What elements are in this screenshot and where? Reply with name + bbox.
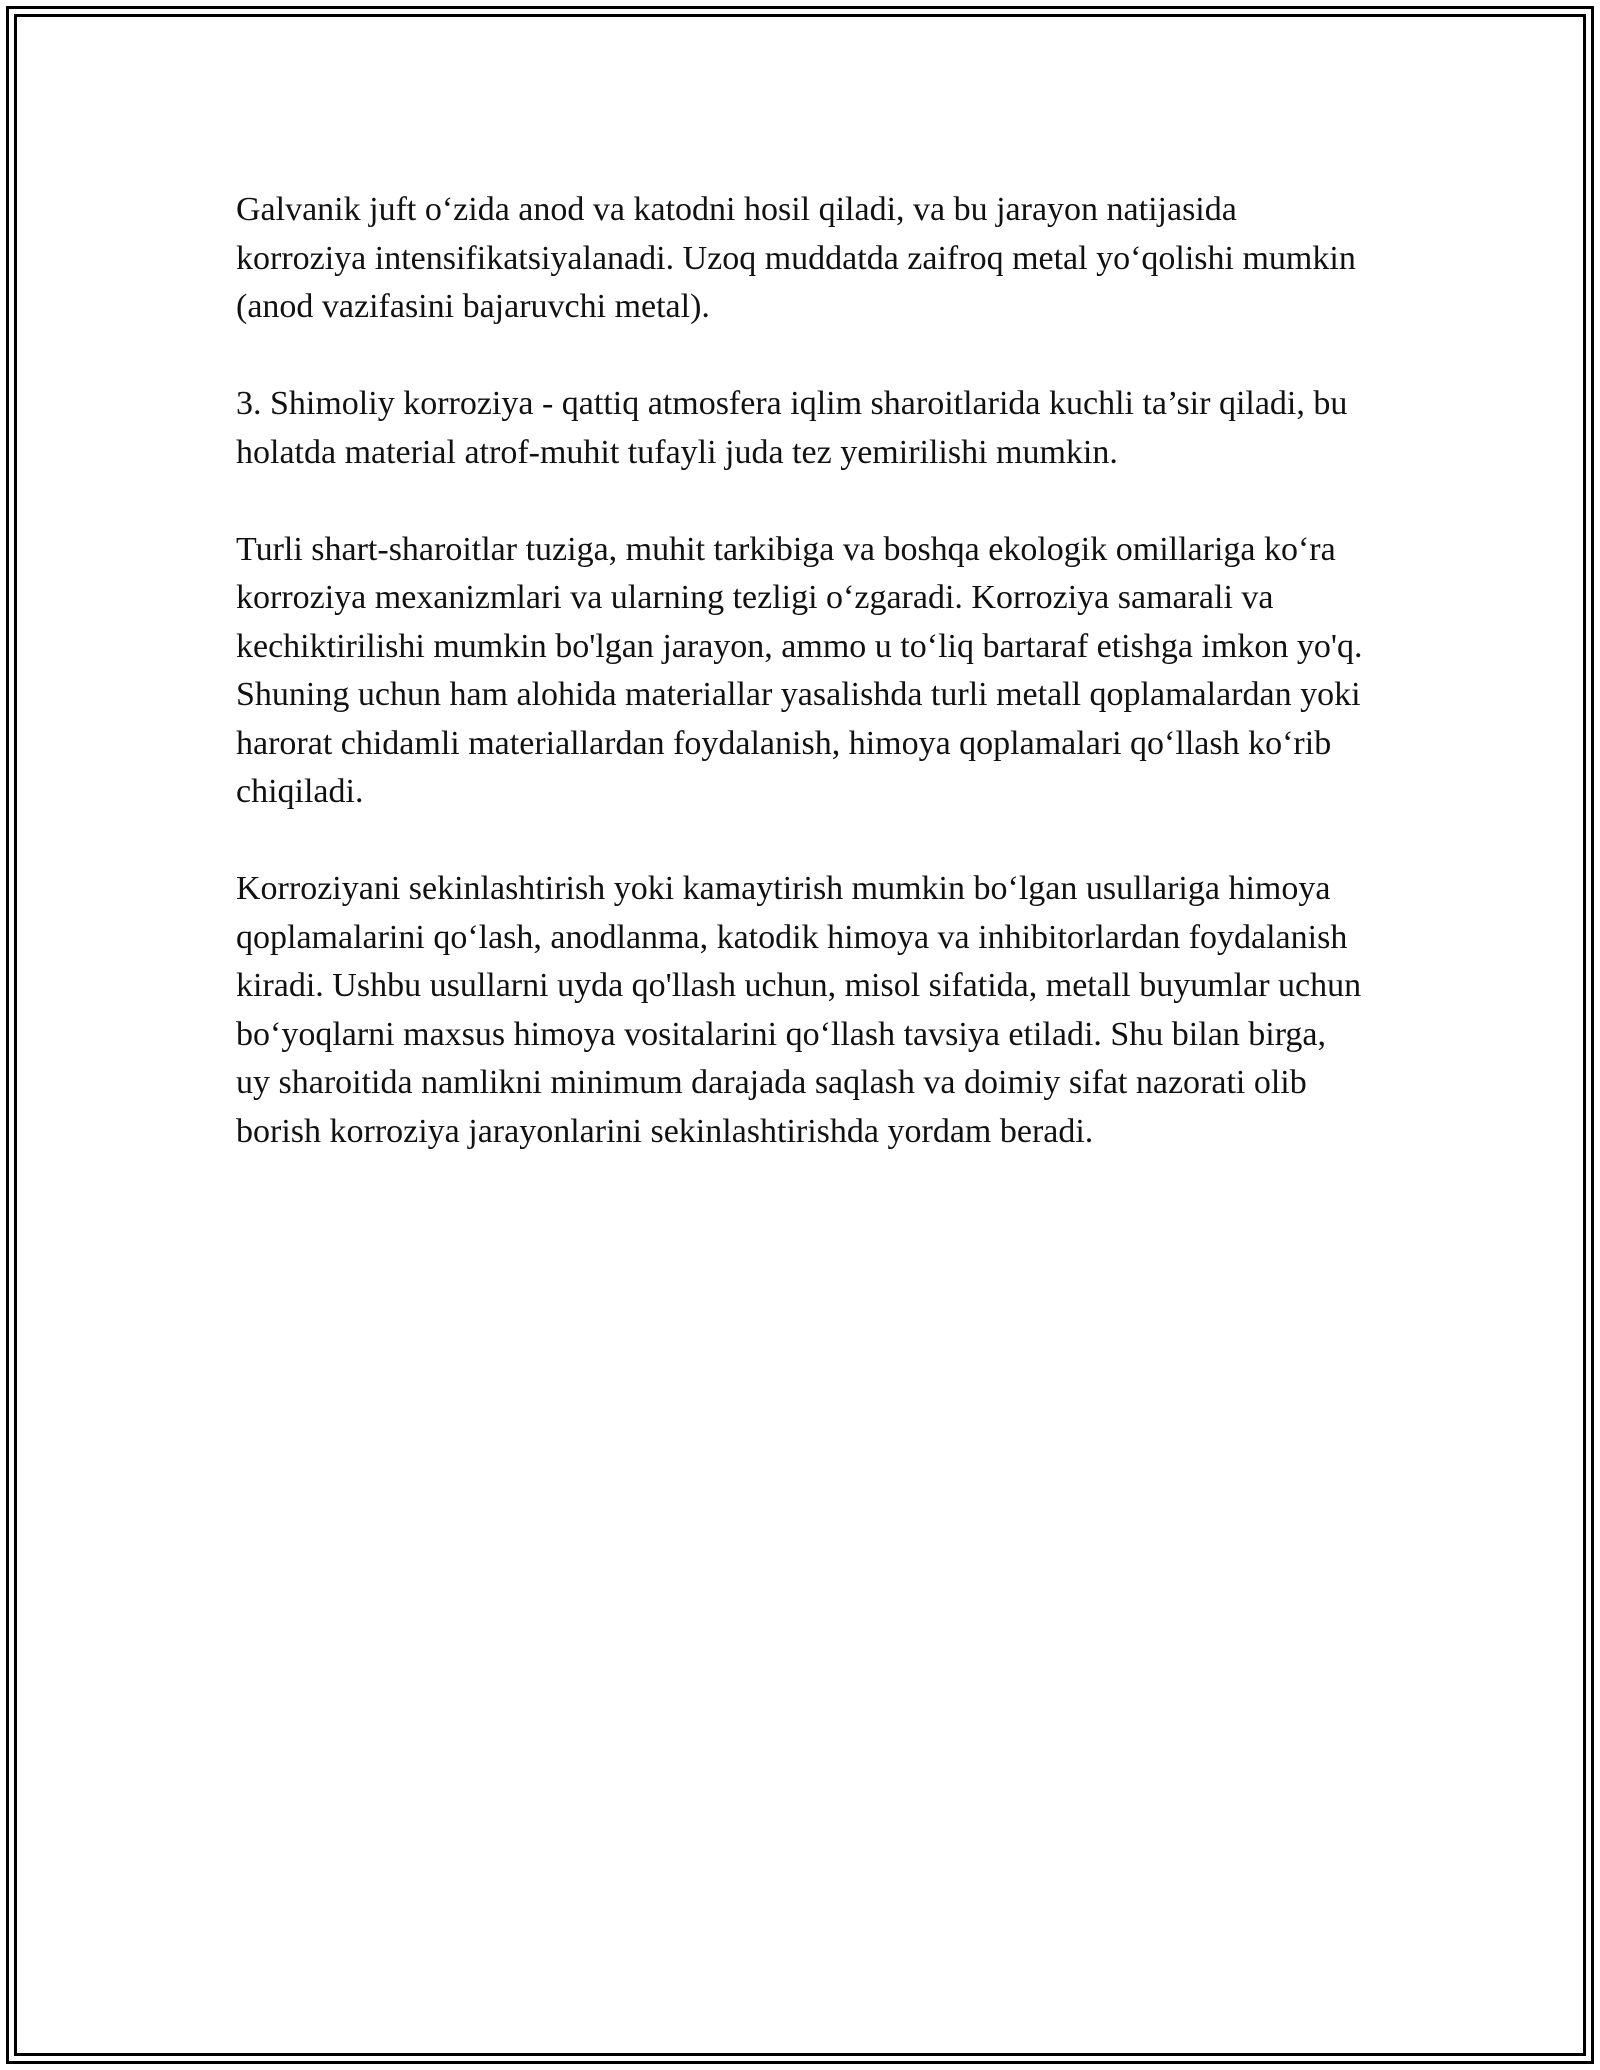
paragraph-northern-corrosion: 3. Shimoliy korroziya - qattiq atmosfera iqlim sharoitlarida kuchli ta’sir qiladi, bu holatda material atrof-muhit tufayli juda tez yemirilishi mumkin. bbox=[236, 385, 1348, 471]
document-body bbox=[236, 186, 1366, 1205]
paragraph-corrosion-conditions: Turli shart-sharoitlar tuziga, muhit tarkibiga va boshqa ekologik omillariga ko‘ra korroziya mexanizmlari va ularning tezligi o‘zgaradi. Korroziya samarali va kechiktirilishi mumkin bo'lgan jarayon, ammo u to‘liq bartaraf etishga imkon yo'q. Shuning uchun ham alohida materiallar yasalishda turli metall qoplamalardan yoki harorat chidamli materiallardan foydalanish, himoya qoplamalari qo‘llash ko‘rib chiqiladi. bbox=[236, 530, 1363, 810]
paragraph-galvanic-pair: Galvanik juft o‘zida anod va katodni hosil qiladi, va bu jarayon natijasida korroziya intensifikatsiyalanadi. Uzoq muddatda zaifroq metal yo‘qolishi mumkin (anod vazifasini bajaruvchi metal). bbox=[236, 191, 1356, 325]
paragraph-corrosion-prevention: Korroziyani sekinlashtirish yoki kamaytirish mumkin bo‘lgan usullariga himoya qoplamalarini qo‘lash, anodlanma, katodik himoya va inhibitorlardan foydalanish kiradi. Ushbu usullarni uyda qo'llash uchun, misol sifatida, metall buyumlar uchun bo‘yoqlarni maxsus himoya vositalarini qo‘llash tavsiya etiladi. Shu bilan birga, uy sharoitida namlikni minimum darajada saqlash va doimiy sifat nazorati olib borish korroziya jarayonlarini sekinlashtirishda yordam beradi. bbox=[236, 870, 1362, 1150]
